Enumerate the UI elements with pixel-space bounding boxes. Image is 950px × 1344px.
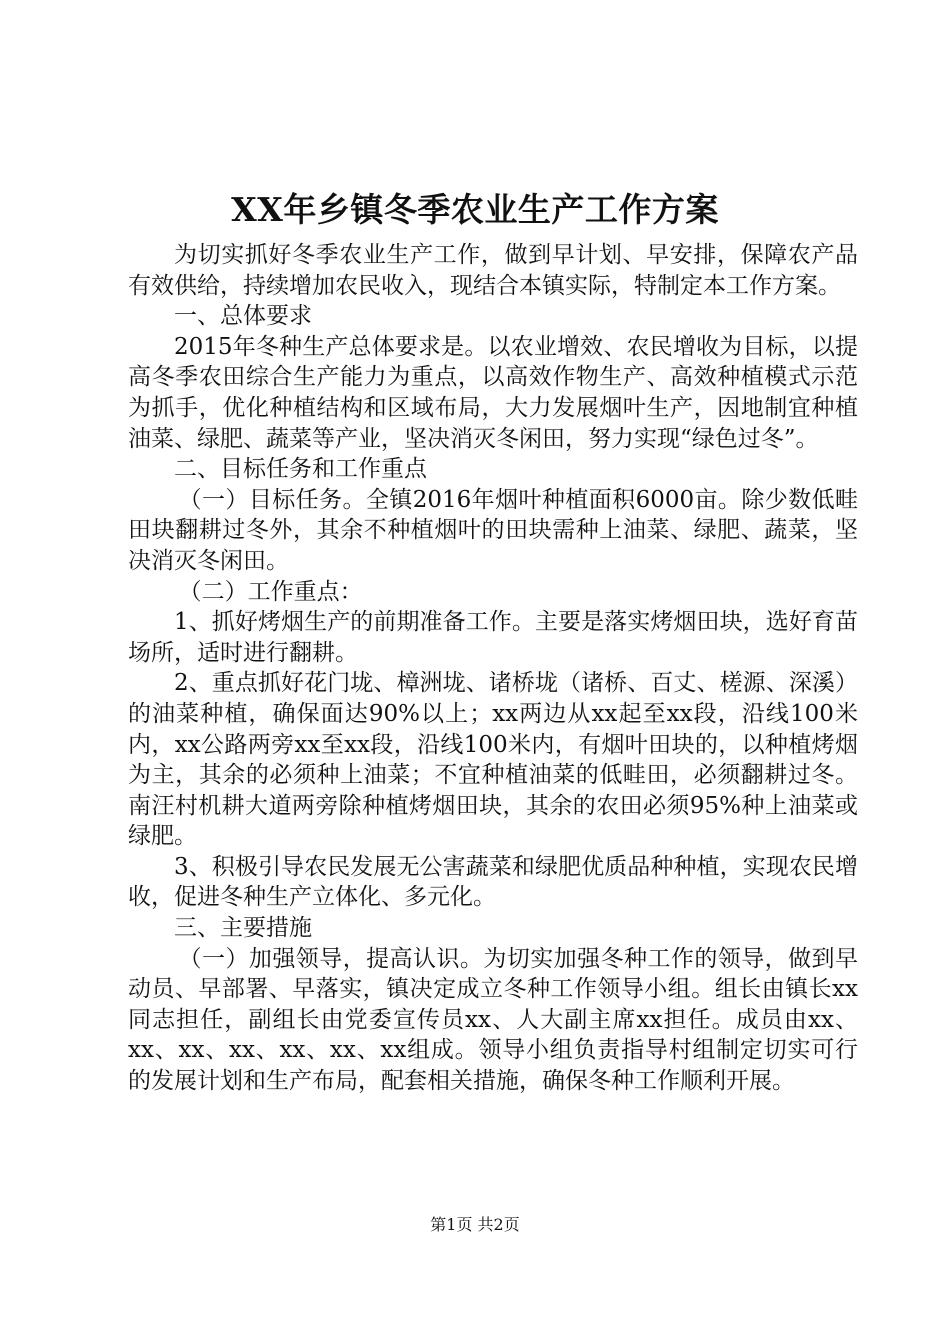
document-title: XX年乡镇冬季农业生产工作方案	[231, 190, 719, 229]
work-focus-item-3: 3、积极引导农民发展无公害蔬菜和绿肥优质品种种植，实现农民增收，促进冬种生产立体化、多元化。	[128, 853, 858, 911]
section-heading-measures: 三、主要措施	[174, 915, 312, 942]
subheading-work-focus: （二）工作重点：	[178, 578, 363, 605]
work-focus-item-1: 1、抓好烤烟生产的前期准备工作。主要是落实烤烟田块，选好育苗场所，适时进行翻耕。	[128, 609, 858, 666]
targets-paragraph: （一）目标任务。全镇2016年烟叶种植面积6000亩。除少数低畦田块翻耕过冬外，其余不种植烟叶的田块需种上油菜、绿肥、蔬菜，坚决消灭冬闲田。	[128, 486, 858, 574]
intro-paragraph: 为切实抓好冬季农业生产工作，做到早计划、早安排，保障农产品有效供给，持续增加农民收入，现结合本镇实际，特制定本工作方案。	[128, 242, 858, 299]
section-heading-targets: 二、目标任务和工作重点	[174, 456, 427, 483]
page-footer: 第1页 共2页	[430, 1215, 520, 1234]
document-body	[128, 240, 858, 1097]
measures-paragraph-1: （一）加强领导，提高认识。为切实加强冬种工作的领导，做到早动员、早部署、早落实，镇决定成立冬种工作领导小组。组长由镇长xx同志担任，副组长由党委宣传员xx、人大副主席xx担任。成员由xx、xx、xx、xx、xx、xx、xx组成。领导小组负责指导村组制定切实可行的发展计划和生产布局，配套相关措施，确保冬种工作顺利开展。	[128, 945, 858, 1095]
section-heading-general-requirements: 一、总体要求	[174, 303, 312, 330]
general-requirements-paragraph: 2015年冬种生产总体要求是。以农业增效、农民增收为目标，以提高冬季农田综合生产能力为重点，以高效作物生产、高效种植模式示范为抓手，优化种植结构和区域布局，大力发展烟叶生产，因地制宜种植油菜、绿肥、蔬菜等产业，坚决消灭冬闲田，努力实现“绿色过冬”。	[128, 333, 858, 452]
work-focus-item-2: 2、重点抓好花门垅、樟洲垅、诸桥垅（诸桥、百丈、槎源、深溪）的油菜种植，确保面达90%以上；xx两边从xx起至xx段，沿线100米内，xx公路两旁xx至xx段，沿线100米内，有烟叶田块的，以种植烤烟为主，其余的必须种上油菜；不宜种植油菜的低畦田，必须翻耕过冬。南汪村机耕大道两旁除种植烤烟田块，其余的农田必须95%种上油菜或绿肥。	[128, 670, 858, 850]
